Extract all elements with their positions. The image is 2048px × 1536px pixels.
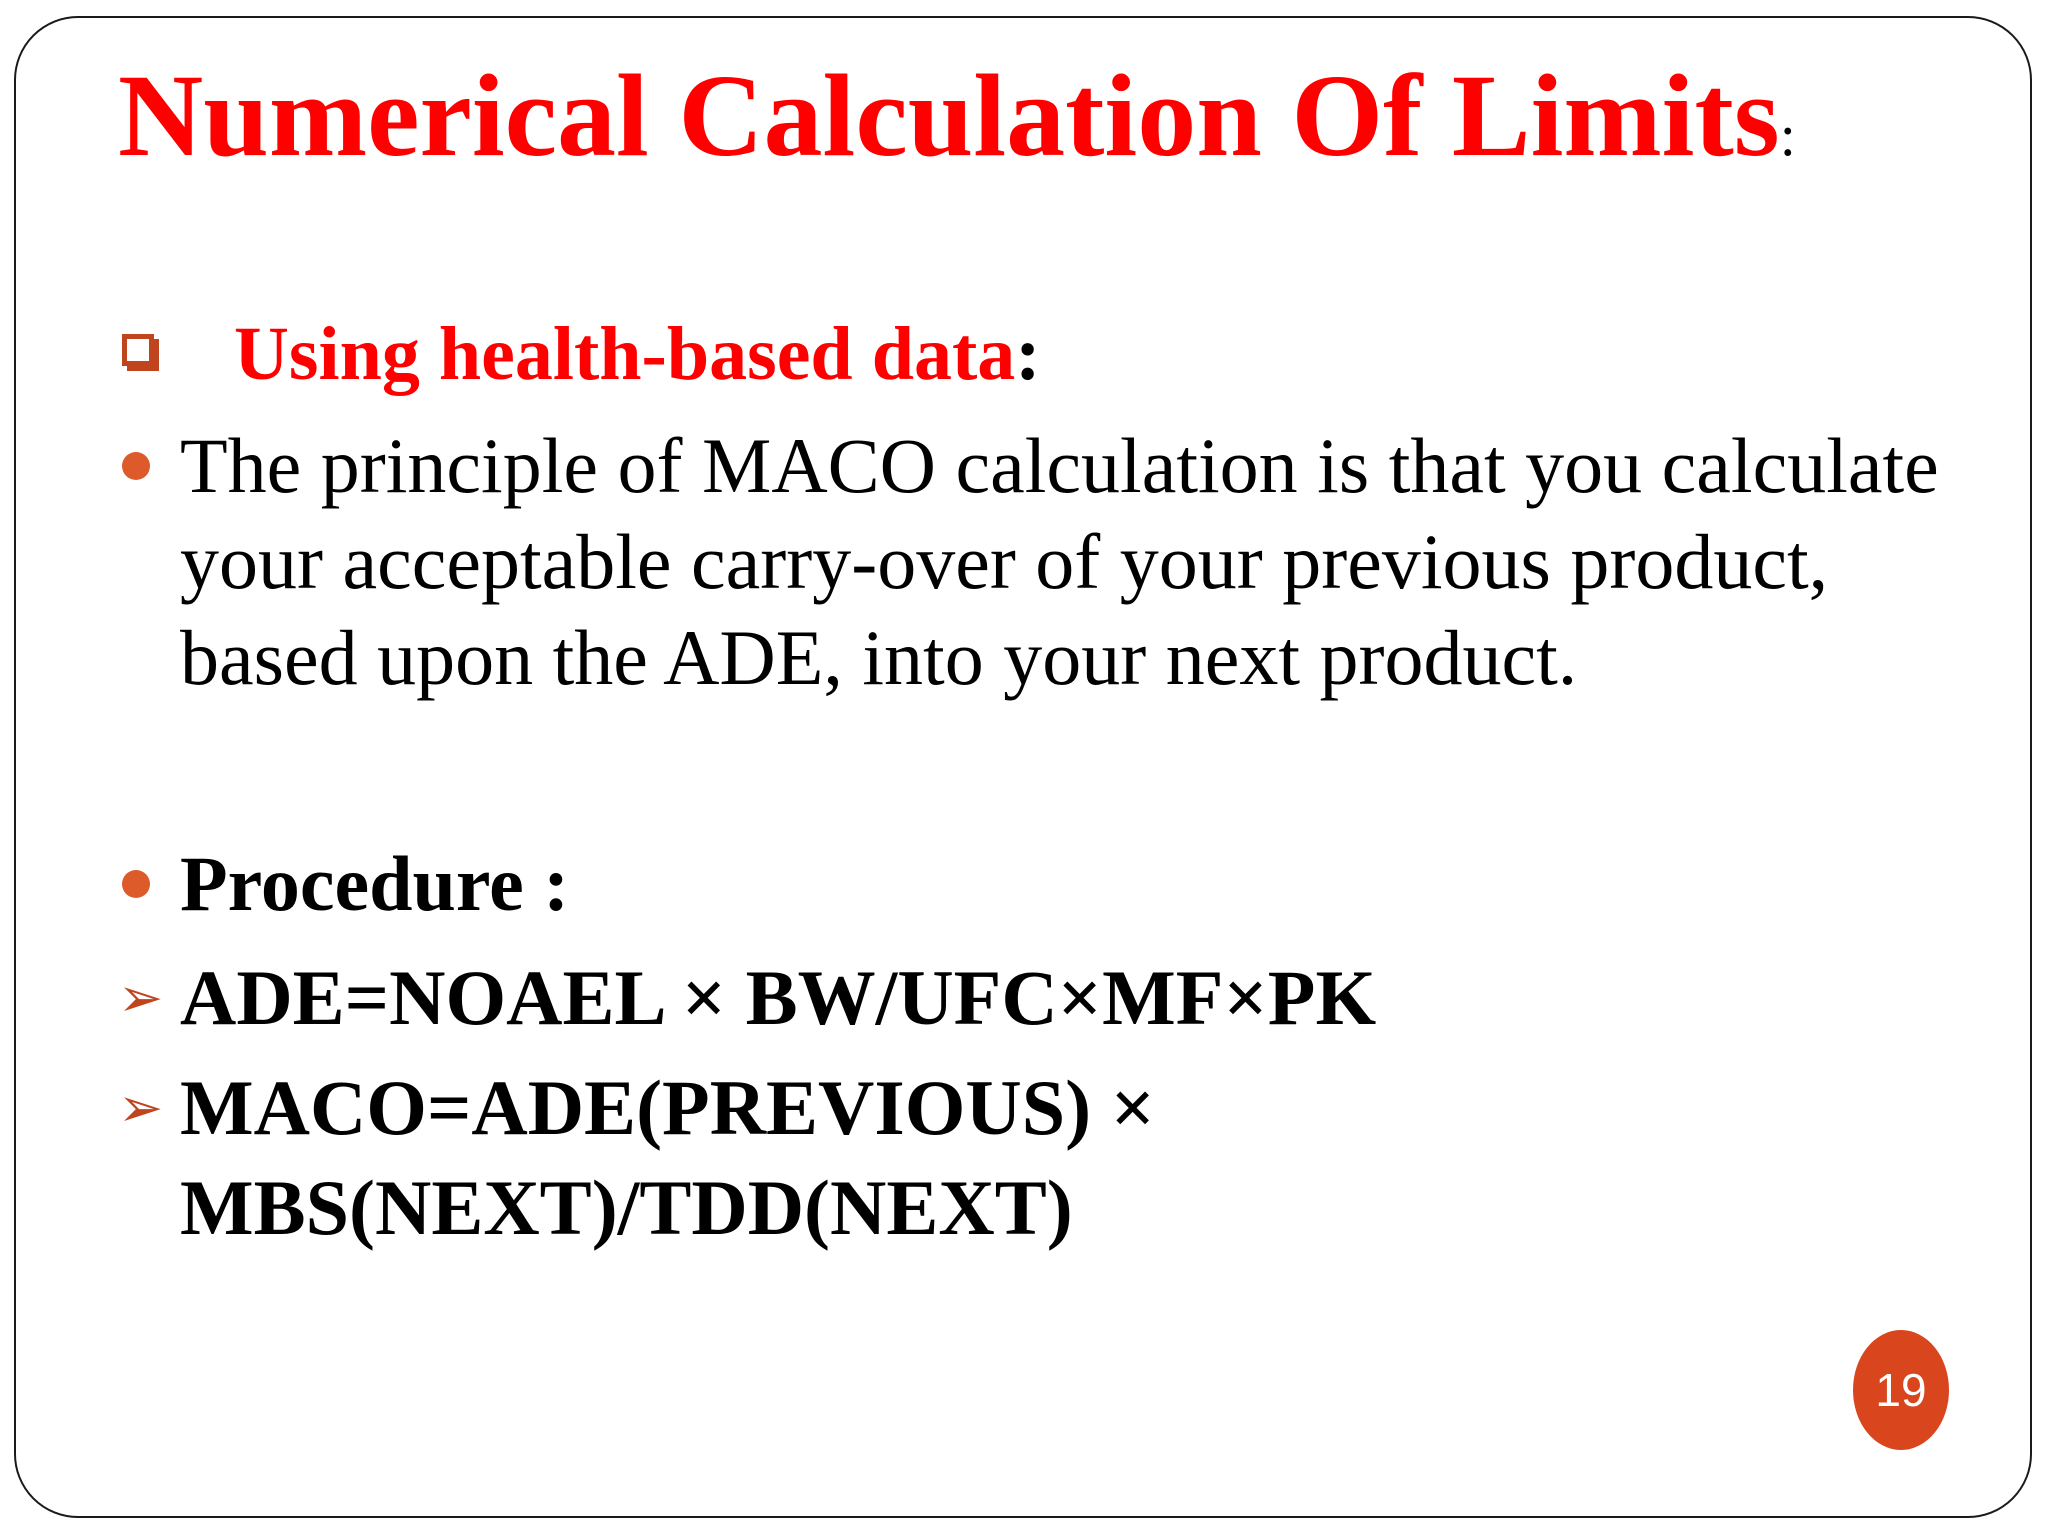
subheading-text: Using health-based data [234, 312, 1016, 396]
title-colon: : [1779, 103, 1796, 168]
arrow-bullet-icon: ➢ [118, 1076, 164, 1139]
bullet-dot-icon [122, 870, 150, 898]
formula-maco-line-2: MBS(NEXT)/TDD(NEXT) [180, 1164, 1073, 1251]
checkbox-icon [122, 334, 154, 366]
arrow-bullet-icon: ➢ [118, 966, 164, 1029]
page-number-badge: 19 [1853, 1330, 1949, 1450]
principle-line-1: The principle of MACO calculation is that you calculate [180, 422, 1939, 509]
bullet-dot-icon [122, 452, 150, 480]
title-text: Numerical Calculation Of Limits [118, 50, 1780, 181]
principle-line-2: your acceptable carry-over of your previous product, [180, 518, 1829, 605]
slide-frame [14, 16, 2032, 1518]
principle-line-3: based upon the ADE, into your next product. [180, 614, 1578, 701]
subheading [234, 306, 1041, 402]
subheading-colon: : [1015, 312, 1041, 396]
formula-ade: ADE=NOAEL × BW/UFC×MF×PK [180, 954, 1377, 1041]
formula-maco-line-1: MACO=ADE(PREVIOUS) × [180, 1064, 1156, 1151]
procedure-label: Procedure : [180, 840, 570, 927]
page-title [118, 46, 1796, 206]
